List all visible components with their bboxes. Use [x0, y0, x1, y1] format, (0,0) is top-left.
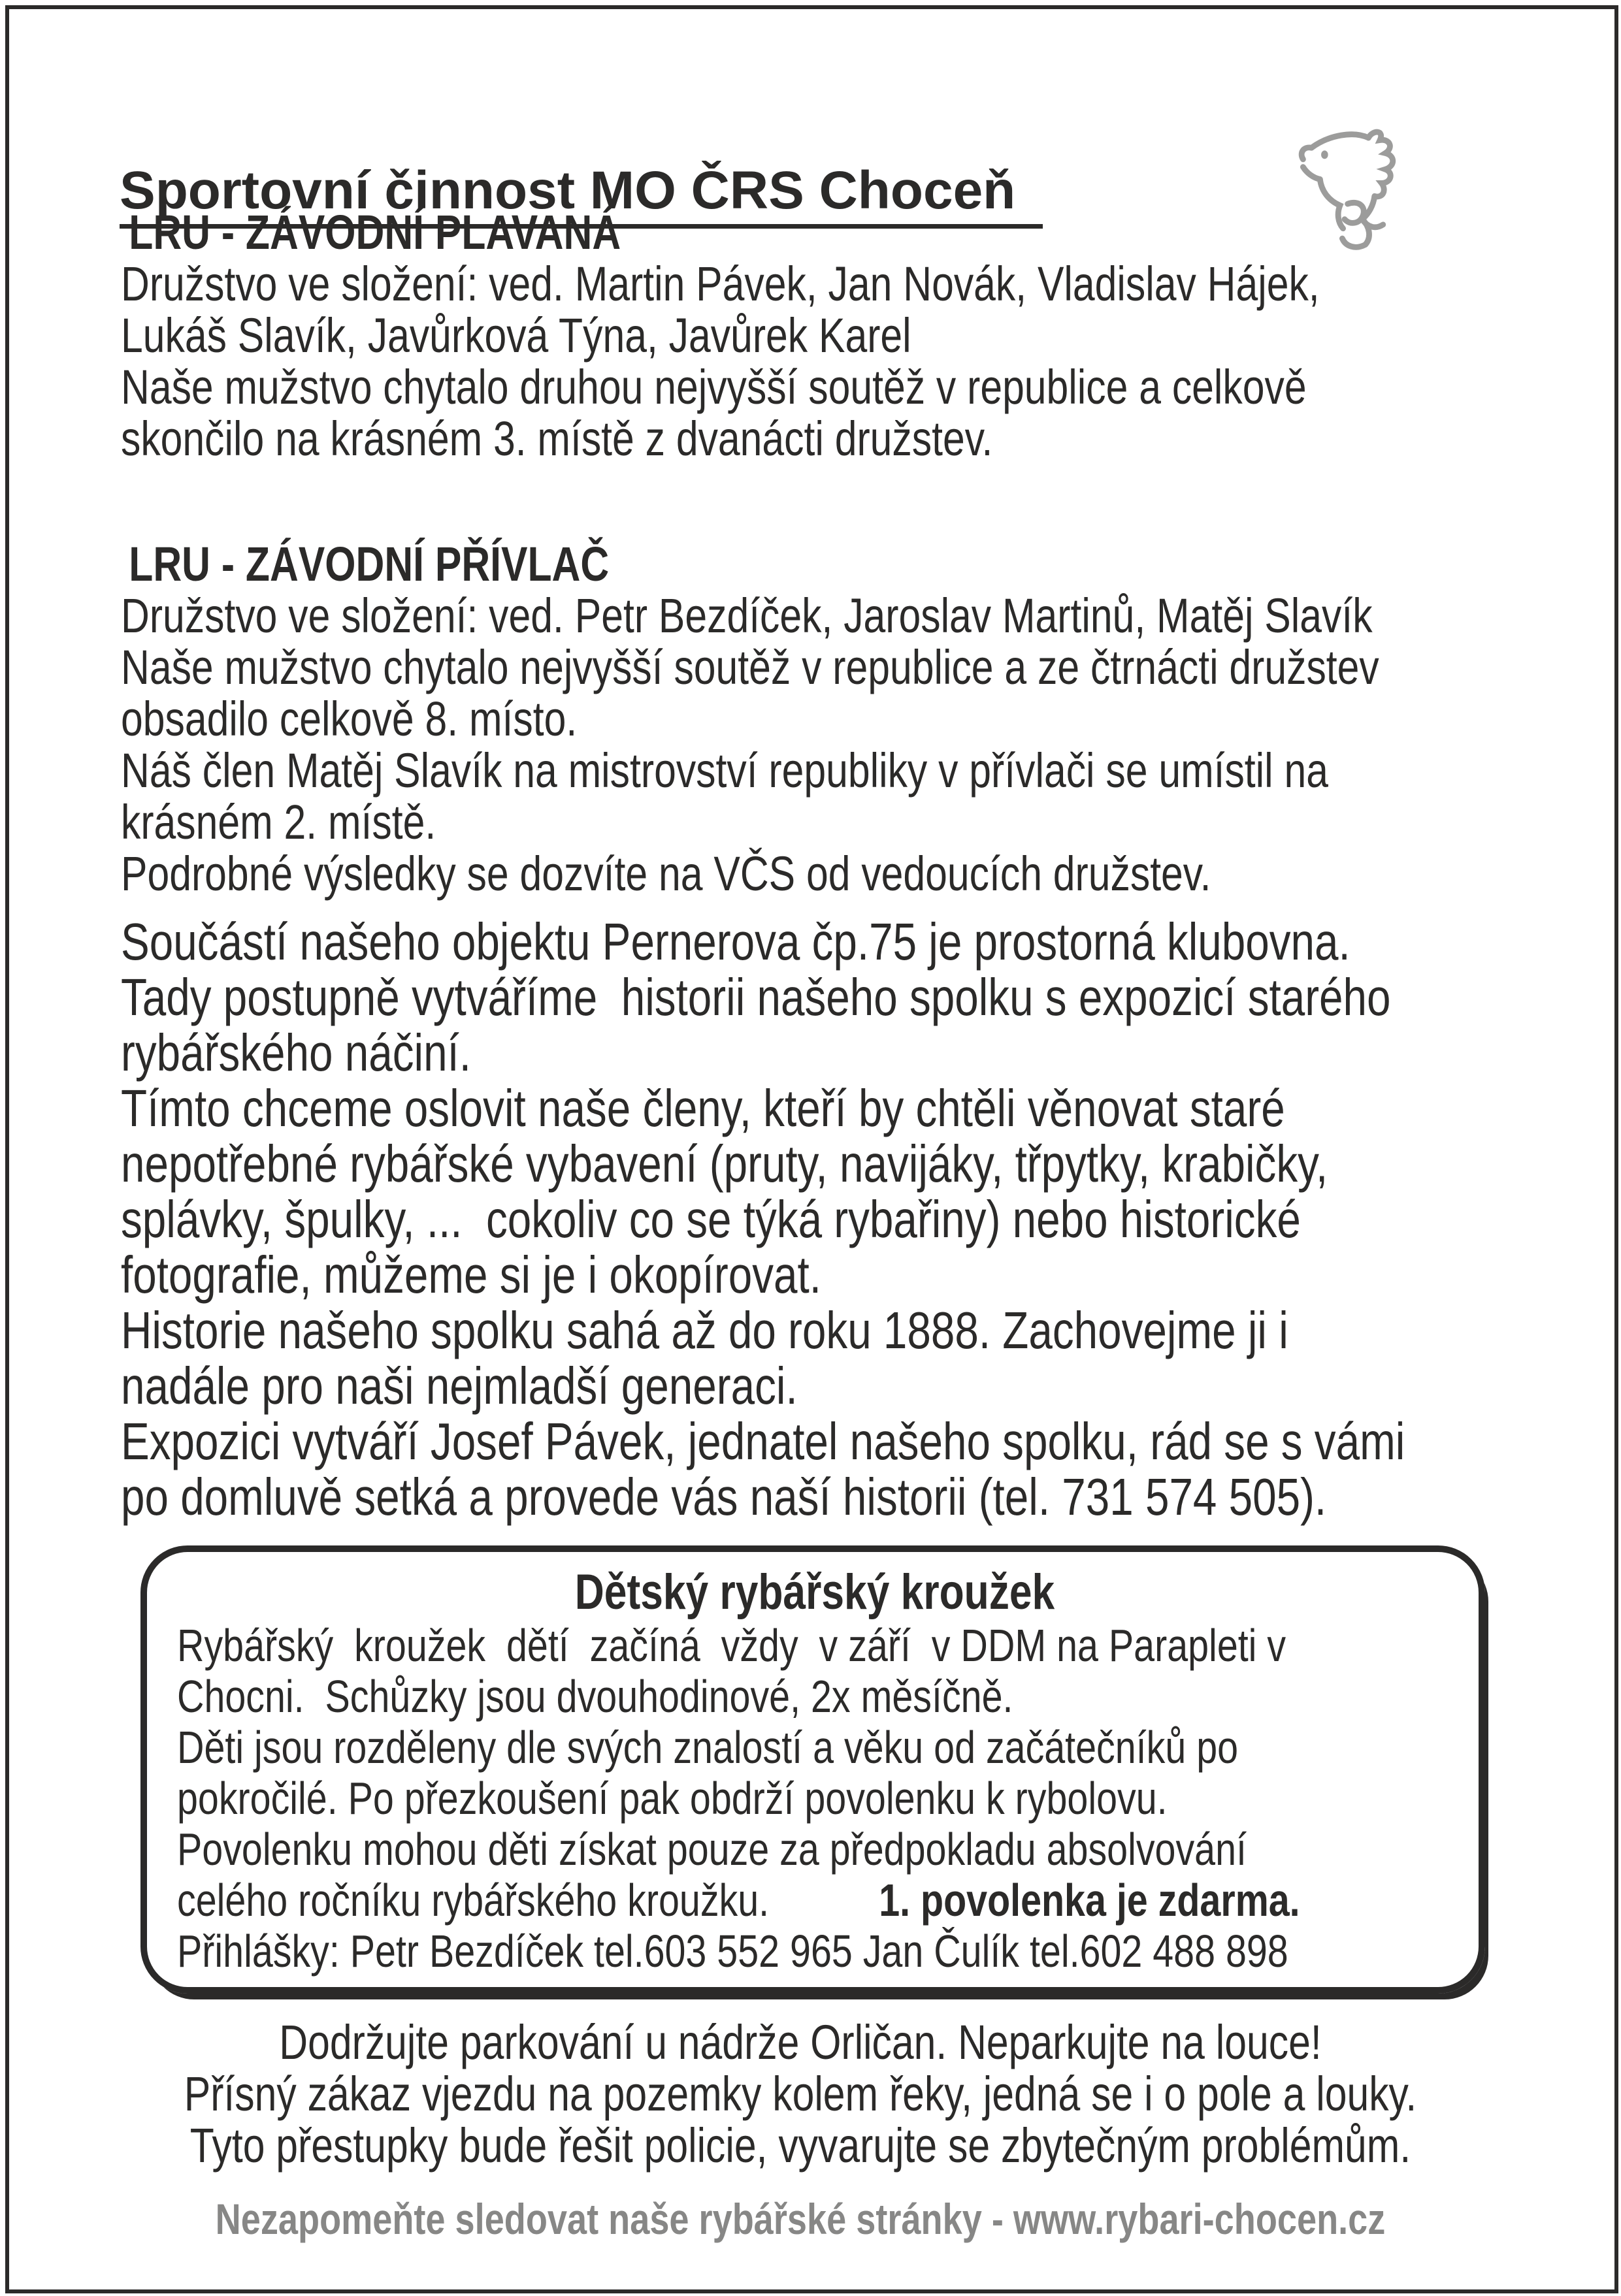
- kids-box-contact-line: Přihlášky: Petr Bezdíček tel.603 552 965 Jan Čulík tel.602 488 898: [177, 1926, 1288, 1977]
- body-text-line: splávky, špulky, ... cokoliv co se týká rybařiny) nebo historické: [121, 1190, 1301, 1248]
- body-text-line: Naše mužstvo chytalo nejvyšší soutěž v republice a ze čtrnácti družstev: [121, 640, 1379, 694]
- body-text-line: skončilo na krásném 3. místě z dvanácti družstev.: [121, 412, 993, 466]
- body-text-line: Součástí našeho objektu Pernerova čp.75 je prostorná klubovna.: [121, 913, 1351, 971]
- kids-box-line: Děti jsou rozděleny dle svých znalostí a věku od začátečníků po: [177, 1722, 1239, 1773]
- permit-line-normal: celého ročníku rybářského kroužku.: [177, 1875, 770, 1926]
- body-text-line: Družstvo ve složení: ved. Petr Bezdíček, Jaroslav Martinů, Matěj Slavík: [121, 589, 1373, 643]
- body-text-line: fotografie, můžeme si je i okopírovat.: [121, 1246, 821, 1304]
- body-text-line: Náš člen Matěj Slavík na mistrovství republiky v přívlači se umístil na: [121, 743, 1328, 798]
- kids-box-line: Rybářský kroužek dětí začíná vždy v září v DDM na Parapleti v: [177, 1620, 1286, 1671]
- page-title: Sportovní činnost MO ČRS Choceň: [120, 161, 1043, 229]
- body-text-line: po domluvě setká a provede vás naší historii (tel. 731 574 505).: [121, 1468, 1327, 1526]
- kids-box-line: Povolenku mohou děti získat pouze za předpokladu absolvování: [177, 1824, 1247, 1875]
- kids-box-permit-line: [177, 1875, 1300, 1926]
- body-text-line: krásném 2. místě.: [121, 795, 436, 849]
- section-privlac-heading: LRU - ZÁVODNÍ PŘÍVLAČ: [129, 537, 610, 591]
- kids-fishing-club-box: [140, 1545, 1485, 1994]
- section-klubovna: [121, 914, 1621, 1525]
- kids-box-line: pokročilé. Po přezkoušení pak obdrží povolenku k rybolovu.: [177, 1773, 1168, 1824]
- body-text-line: nepotřebné rybářské vybavení (pruty, navijáky, třpytky, krabičky,: [121, 1135, 1328, 1193]
- body-text-line: obsadilo celkově 8. místo.: [121, 692, 578, 746]
- kids-box-line: Chocni. Schůzky jsou dvouhodinové, 2x měsíčně.: [177, 1671, 1013, 1722]
- section-plavana: [121, 206, 1582, 464]
- website-note-text: Nezapomeňte sledovat naše rybářské stránky - www.rybari-chocen.cz: [215, 2195, 1386, 2243]
- body-text-line: Lukáš Slavík, Javůrková Týna, Javůrek Karel: [121, 308, 911, 363]
- body-text-line: rybářského náčiní.: [121, 1024, 472, 1082]
- fish-eye: [1321, 150, 1328, 159]
- section-privlac: [121, 538, 1621, 899]
- body-text-line: Podrobné výsledky se dozvíte na VČS od vedoucích družstev.: [121, 847, 1211, 901]
- kids-box-title: Dětský rybářský kroužek: [574, 1564, 1055, 1620]
- body-text-line: Expozici vytváří Josef Pávek, jednatel našeho spolku, rád se s vámi: [121, 1412, 1405, 1470]
- parking-warnings: [39, 2016, 1562, 2171]
- footer-note: [39, 2195, 1562, 2243]
- permit-line-bold: 1. povolenka je zdarma.: [879, 1875, 1300, 1926]
- body-text-line: Družstvo ve složení: ved. Martin Pávek, Jan Novák, Vladislav Hájek,: [121, 257, 1320, 311]
- body-text-line: Naše mužstvo chytalo druhou nejvyšší soutěž v republice a celkově: [121, 360, 1307, 414]
- body-text-line: Tímto chceme oslovit naše členy, kteří by chtěli věnovat staré: [121, 1079, 1285, 1137]
- body-text-line: Tady postupně vytváříme historii našeho spolku s expozicí starého: [121, 968, 1391, 1026]
- body-text-line: nadále pro naši nejmladší generaci.: [121, 1357, 798, 1415]
- section-plavana-heading: LRU - ZÁVODNÍ PLAVANÁ: [129, 205, 621, 259]
- warning-line: Přísný zákaz vjezdu na pozemky kolem řeky, jedná se i o pole a louky.: [184, 2067, 1417, 2121]
- body-text-line: Historie našeho spolku sahá až do roku 1888. Zachovejme ji i: [121, 1301, 1288, 1359]
- warning-line: Tyto přestupky bude řešit policie, vyvarujte se zbytečným problémům.: [189, 2118, 1411, 2173]
- warning-line: Dodržujte parkování u nádrže Orličan. Neparkujte na louce!: [279, 2015, 1322, 2069]
